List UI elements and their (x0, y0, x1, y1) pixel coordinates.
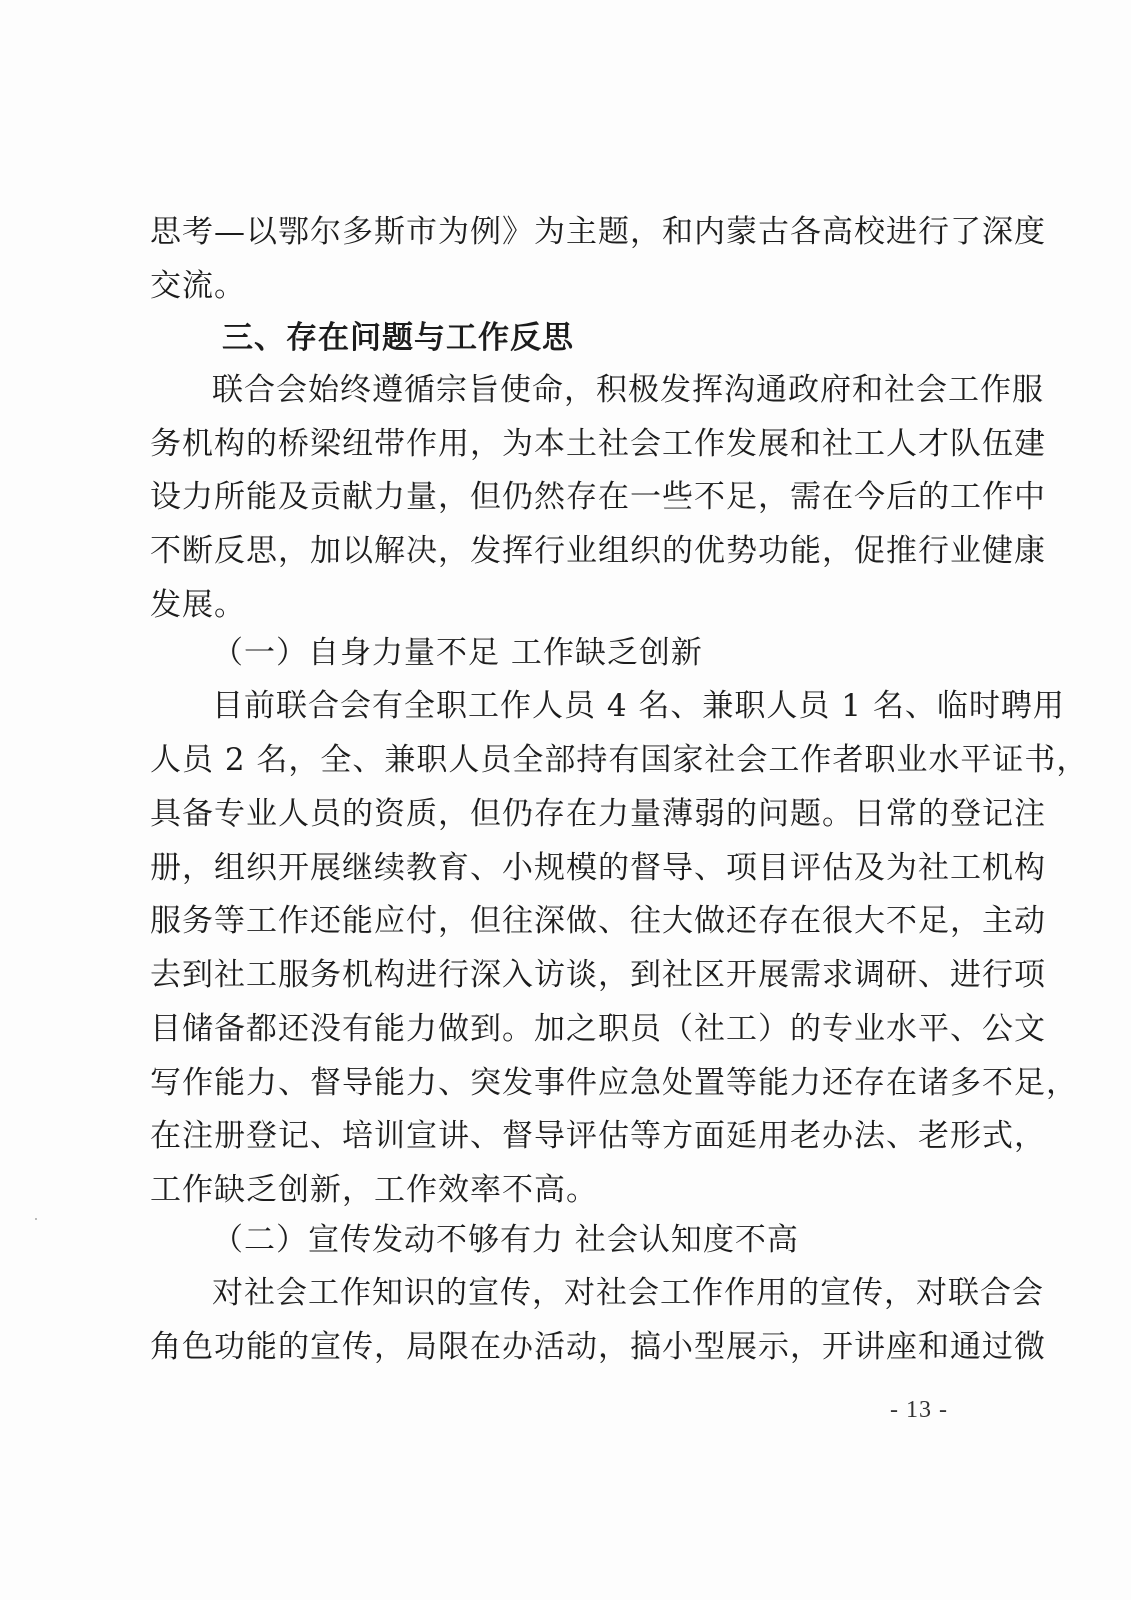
paragraph-line: 册，组织开展继续教育、小规模的督导、项目评估及为社工机构 (150, 850, 1046, 886)
paragraph-line: 在注册登记、培训宣讲、督导评估等方面延用老办法、老形式， (150, 1118, 1046, 1154)
margin-speck (35, 1218, 37, 1220)
paragraph-line: 务机构的桥梁纽带作用，为本土社会工作发展和社工人才队伍建 (150, 426, 1046, 462)
paragraph-line: 人员 2 名，全、兼职人员全部持有国家社会工作者职业水平证书， (150, 742, 1089, 778)
subsection-heading: （一）自身力量不足 工作缺乏创新 (212, 635, 703, 671)
paragraph-line: 对社会工作知识的宣传，对社会工作作用的宣传，对联合会 (212, 1275, 1044, 1311)
paragraph-line: 不断反思，加以解决，发挥行业组织的优势功能，促推行业健康 (150, 533, 1046, 569)
paragraph-line: 目前联合会有全职工作人员 4 名、兼职人员 1 名、临时聘用 (212, 688, 1065, 724)
paragraph-line: 具备专业人员的资质，但仍存在力量薄弱的问题。日常的登记注 (150, 796, 1046, 832)
paragraph-line: 目储备都还没有能力做到。加之职员（社工）的专业水平、公文 (150, 1011, 1046, 1047)
paragraph-line: 交流。 (150, 268, 246, 304)
paragraph-line: 发展。 (150, 587, 246, 623)
paragraph-line: 去到社工服务机构进行深入访谈，到社区开展需求调研、进行项 (150, 957, 1046, 993)
paragraph-line: 角色功能的宣传，局限在办活动，搞小型展示，开讲座和通过微 (150, 1329, 1046, 1365)
paragraph-line: 服务等工作还能应付，但往深做、往大做还存在很大不足，主动 (150, 903, 1046, 939)
page-number: - 13 - (890, 1397, 948, 1423)
subsection-heading: （二）宣传发动不够有力 社会认知度不高 (212, 1222, 799, 1258)
paragraph-line: 写作能力、督导能力、突发事件应急处置等能力还存在诸多不足， (150, 1065, 1078, 1101)
paragraph-line: 思考—以鄂尔多斯市为例》为主题，和内蒙古各高校进行了深度 (150, 214, 1046, 250)
paragraph-line: 工作缺乏创新，工作效率不高。 (150, 1172, 598, 1208)
paragraph-line: 设力所能及贡献力量，但仍然存在一些不足，需在今后的工作中 (150, 479, 1046, 515)
paragraph-line: 联合会始终遵循宗旨使命，积极发挥沟通政府和社会工作服 (212, 372, 1044, 408)
section-heading: 三、存在问题与工作反思 (222, 320, 574, 356)
